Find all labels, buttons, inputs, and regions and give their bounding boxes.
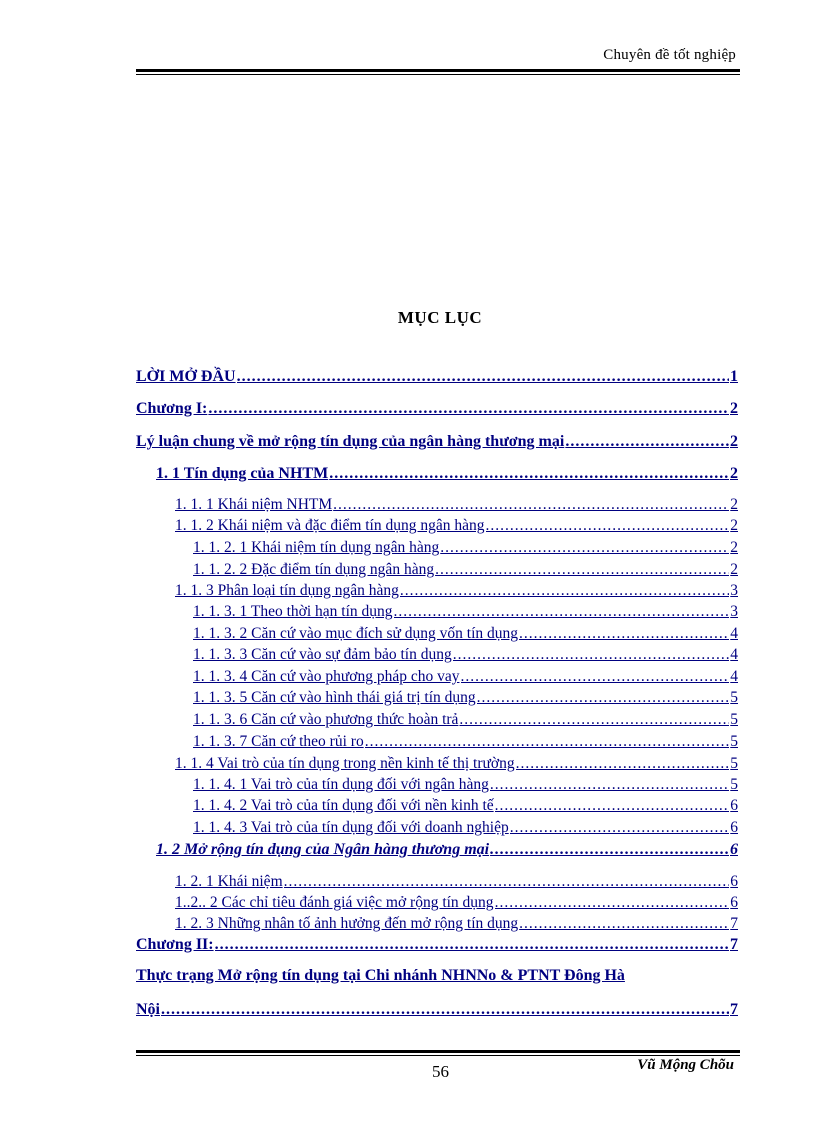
toc-entry-text: 1. 1. 2 Khái niệm và đặc điểm tín dụng ngân hàng bbox=[175, 517, 485, 534]
toc-page-number: 7 bbox=[730, 1001, 738, 1018]
toc-page-number: 7 bbox=[730, 915, 738, 932]
leader-dots bbox=[435, 561, 729, 579]
toc-entry-1-1-2-1[interactable] bbox=[193, 539, 738, 557]
toc-entry-text: 1. 1. 3. 5 Căn cứ vào hình thái giá trị tín dụng bbox=[193, 689, 476, 706]
toc-entry-text: 1. 1. 3. 1 Theo thời hạn tín dụng bbox=[193, 603, 393, 620]
toc-entry-1-1-3-1[interactable] bbox=[193, 603, 738, 621]
toc-entry-1-1-4-2[interactable] bbox=[193, 797, 738, 815]
toc-entry-1-1-3-3[interactable] bbox=[193, 646, 738, 664]
toc-page-number: 6 bbox=[730, 819, 738, 836]
footer-page-number: 56 bbox=[432, 1062, 449, 1081]
toc-entry-text: Thực trạng Mở rộng tín dụng tại Chi nhánh NHNNo & PTNT Đông Hà bbox=[136, 967, 625, 984]
toc-page-number: 3 bbox=[730, 582, 738, 599]
toc-entry-text: 1. 1. 4. 1 Vai trò của tín dụng đối với ngân hàng bbox=[193, 776, 489, 793]
toc-entry-text: Chương II: bbox=[136, 936, 214, 953]
header-title: Chuyên đề tốt nghiệp bbox=[603, 47, 736, 63]
leader-dots bbox=[486, 517, 730, 535]
toc-entry-1-1-3-6[interactable] bbox=[193, 711, 738, 729]
toc-page-number: 2 bbox=[730, 496, 738, 513]
toc-page-number: 6 bbox=[730, 873, 738, 890]
leader-dots bbox=[477, 689, 730, 707]
toc-entry-text: 1. 1. 3. 4 Căn cứ vào phương pháp cho vay bbox=[193, 668, 460, 685]
toc-page-number: 2 bbox=[730, 561, 738, 578]
toc-entry-1-2[interactable] bbox=[156, 841, 738, 859]
leader-dots bbox=[495, 797, 730, 815]
toc-entry-1-1-1[interactable] bbox=[175, 496, 738, 514]
toc-page-number: 7 bbox=[730, 936, 738, 953]
leader-dots bbox=[519, 625, 729, 643]
leader-dots bbox=[400, 582, 729, 600]
toc-page-number: 2 bbox=[730, 433, 738, 450]
leader-dots bbox=[495, 894, 730, 912]
toc-entry-1-1-3[interactable] bbox=[175, 582, 738, 600]
leader-dots bbox=[237, 368, 729, 386]
toc-entry-text: 1. 2. 1 Khái niệm bbox=[175, 873, 283, 890]
toc-page-number: 4 bbox=[730, 668, 738, 685]
toc-entry-1-1[interactable] bbox=[156, 465, 738, 483]
toc-entry-text: 1. 1. 4. 3 Vai trò của tín dụng đối với doanh nghiệp bbox=[193, 819, 509, 836]
toc-page-number: 5 bbox=[730, 689, 738, 706]
leader-dots bbox=[516, 755, 730, 773]
leader-dots bbox=[284, 873, 730, 891]
leader-dots bbox=[208, 400, 729, 418]
leader-dots bbox=[161, 1001, 729, 1019]
toc-page-number: 5 bbox=[730, 711, 738, 728]
toc-entry-text: 1. 1. 3. 6 Căn cứ vào phương thức hoàn trả bbox=[193, 711, 459, 728]
toc-page-number: 2 bbox=[730, 465, 738, 482]
leader-dots bbox=[490, 776, 729, 794]
toc-entry-text: Chương I: bbox=[136, 400, 208, 417]
leader-dots bbox=[215, 936, 729, 954]
toc-entry-1-1-3-7[interactable] bbox=[193, 733, 738, 751]
toc-entry-1-1-3-5[interactable] bbox=[193, 689, 738, 707]
toc-entry-thuc-trang[interactable] bbox=[136, 967, 625, 985]
toc-entry-1-1-2[interactable] bbox=[175, 517, 738, 535]
leader-dots bbox=[565, 433, 729, 451]
toc-entry-text: 1. 1. 4 Vai trò của tín dụng trong nền kinh tế thị trường bbox=[175, 755, 515, 772]
toc-entry-loi-mo-dau[interactable] bbox=[136, 368, 738, 386]
toc-entry-text: 1. 1. 3 Phân loại tín dụng ngân hàng bbox=[175, 582, 399, 599]
toc-entry-chuong-1[interactable] bbox=[136, 400, 738, 418]
toc-page-number: 1 bbox=[730, 368, 738, 385]
toc-entry-thuc-trang-cont[interactable] bbox=[136, 1001, 738, 1019]
leader-dots bbox=[490, 841, 729, 859]
toc-entry-1-2-3[interactable] bbox=[175, 915, 738, 933]
toc-entry-text: 1. 1. 3. 2 Căn cứ vào mục đích sử dụng vốn tín dụng bbox=[193, 625, 519, 642]
toc-page-number: 3 bbox=[730, 603, 738, 620]
page-title: MỤC LỤC bbox=[397, 308, 483, 327]
toc-page-number: 4 bbox=[730, 625, 738, 642]
toc-entry-text: 1. 1 Tín dụng của NHTM bbox=[156, 465, 329, 482]
leader-dots bbox=[394, 603, 730, 621]
leader-dots bbox=[510, 819, 730, 837]
toc-entry-text: 1..2.. 2 Các chỉ tiêu đánh giá việc mở rộng tín dụng bbox=[175, 894, 494, 911]
toc-entry-chuong-2[interactable] bbox=[136, 936, 738, 954]
toc-entry-text: 1. 1. 2. 1 Khái niệm tín dụng ngân hàng bbox=[193, 539, 440, 556]
leader-dots bbox=[459, 711, 729, 729]
toc-entry-text: 1. 1. 1 Khái niệm NHTM bbox=[175, 496, 333, 513]
toc-entry-text: LỜI MỞ ĐẦU bbox=[136, 368, 236, 385]
toc-page-number: 5 bbox=[730, 776, 738, 793]
header-rule bbox=[136, 69, 740, 75]
leader-dots bbox=[519, 915, 729, 933]
toc-page-number: 6 bbox=[730, 797, 738, 814]
toc-page-number: 2 bbox=[730, 517, 738, 534]
toc-entry-1-1-3-4[interactable] bbox=[193, 668, 738, 686]
footer-author: Vũ Mộng Chõu bbox=[637, 1057, 734, 1073]
toc-entry-1-2-2[interactable] bbox=[175, 894, 738, 912]
toc-entry-1-1-4[interactable] bbox=[175, 755, 738, 773]
leader-dots bbox=[365, 733, 730, 751]
leader-dots bbox=[440, 539, 729, 557]
footer-rule bbox=[136, 1050, 740, 1056]
toc-entry-1-1-4-3[interactable] bbox=[193, 819, 738, 837]
toc-page-number: 2 bbox=[730, 539, 738, 556]
toc-entry-text: 1. 1. 3. 3 Căn cứ vào sự đảm bảo tín dụng bbox=[193, 646, 452, 663]
leader-dots bbox=[333, 496, 729, 514]
toc-page-number: 6 bbox=[730, 841, 738, 858]
toc-entry-text: Nội bbox=[136, 1001, 160, 1018]
toc-entry-text: Lý luận chung về mở rộng tín dụng của ngân hàng thương mại bbox=[136, 433, 565, 450]
toc-entry-1-1-2-2[interactable] bbox=[193, 561, 738, 579]
toc-entry-1-1-3-2[interactable] bbox=[193, 625, 738, 643]
toc-entry-1-1-4-1[interactable] bbox=[193, 776, 738, 794]
toc-entry-ly-luan-chung[interactable] bbox=[136, 433, 738, 451]
toc-page-number: 5 bbox=[730, 733, 738, 750]
leader-dots bbox=[453, 646, 730, 664]
toc-page-number: 5 bbox=[730, 755, 738, 772]
toc-entry-text: 1. 1. 3. 7 Căn cứ theo rủi ro bbox=[193, 733, 364, 750]
toc-entry-text: 1. 2 Mở rộng tín dụng của Ngân hàng thương mại bbox=[156, 841, 490, 858]
leader-dots bbox=[329, 465, 729, 483]
toc-entry-1-2-1[interactable] bbox=[175, 873, 738, 891]
toc-entry-text: 1. 1. 4. 2 Vai trò của tín dụng đối với nền kinh tế bbox=[193, 797, 494, 814]
toc-entry-text: 1. 2. 3 Những nhân tố ảnh hưởng đến mở rộng tín dụng bbox=[175, 915, 519, 932]
leader-dots bbox=[461, 668, 730, 686]
toc-page-number: 4 bbox=[730, 646, 738, 663]
toc-page-number: 6 bbox=[730, 894, 738, 911]
toc-entry-text: 1. 1. 2. 2 Đặc điểm tín dụng ngân hàng bbox=[193, 561, 435, 578]
toc-page-number: 2 bbox=[730, 400, 738, 417]
